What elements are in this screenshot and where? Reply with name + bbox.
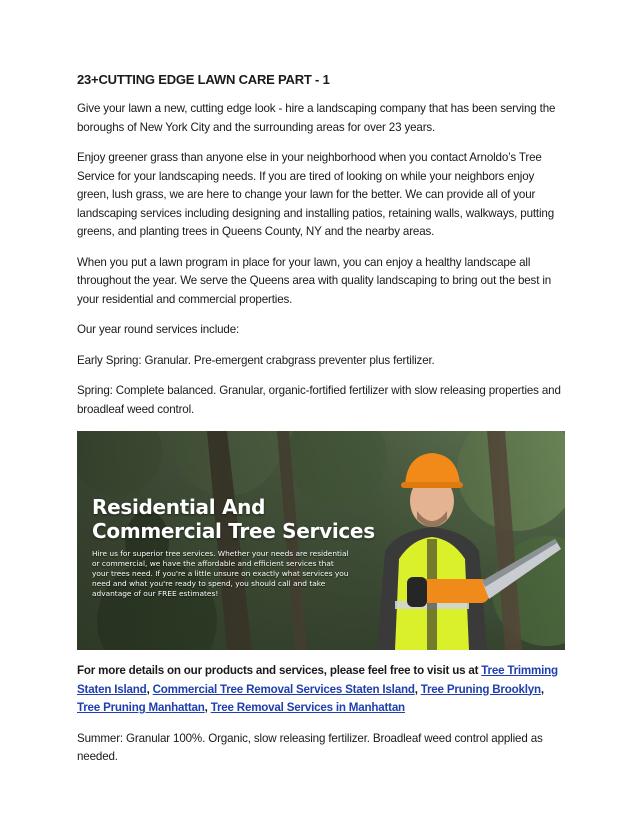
link-separator: , xyxy=(204,701,211,714)
link-tree-pruning-brooklyn[interactable]: Tree Pruning Brooklyn xyxy=(420,682,541,696)
greener-grass-paragraph: Enjoy greener grass than anyone else in your neighborhood when you contact Arnoldo’s Tree Service for your landscaping needs. If you are tired of looking on while your neighbors enjoy green, lush grass, we are here to change your lawn for the better. We can provide all of your landscaping services including designing and installing patios, retaining walls, walkways, putting greens, and planting trees in Queens County, NY and the nearby areas. xyxy=(77,151,555,238)
early-spring-paragraph: Early Spring: Granular. Pre-emergent crabgrass preventer plus fertilizer. xyxy=(77,353,435,367)
summer-paragraph: Summer: Granular 100%. Organic, slow releasing fertilizer. Broadleaf weed control applied as needed. xyxy=(77,731,543,763)
tree-services-banner xyxy=(77,431,565,650)
spring-paragraph: Spring: Complete balanced. Granular, organic-fortified fertilizer with slow releasing properties and broadleaf weed control. xyxy=(77,384,561,416)
banner-body-text: Hire us for superior tree services. Whether your needs are residential or commercial, we have the affordable and efficient services that your trees need. If you're a little unsure on exactly what services you need and what you're ready to spend, you should call and take advantage of our FREE estimates! xyxy=(92,549,349,598)
services-intro-paragraph: Our year round services include: xyxy=(77,323,240,336)
link-separator: , xyxy=(414,682,421,696)
link-separator: , xyxy=(146,682,153,696)
link-tree-trimming-staten-island[interactable]: Tree Trimming Staten Island xyxy=(77,664,558,696)
link-commercial-tree-removal-staten-island[interactable]: Commercial Tree Removal Services Staten Island xyxy=(152,682,415,696)
page-content xyxy=(77,72,565,779)
link-tree-removal-manhattan[interactable]: Tree Removal Services in Manhattan xyxy=(210,701,405,714)
more-details-paragraph xyxy=(77,662,565,718)
banner-heading: Residential And Commercial Tree Services xyxy=(92,495,375,543)
link-separator: , xyxy=(540,682,544,696)
lawn-program-paragraph: When you put a lawn program in place for your lawn, you can enjoy a healthy landscape all throughout the year. We serve the Queens area with quality landscaping to bring out the best in your residential and commercial properties. xyxy=(77,255,552,306)
intro-paragraph: Give your lawn a new, cutting edge look - hire a landscaping company that has been serving the boroughs of New York City and the surrounding areas for over 23 years. xyxy=(77,102,556,134)
page-title: 23+CUTTING EDGE LAWN CARE PART - 1 xyxy=(77,72,330,87)
link-tree-pruning-manhattan[interactable]: Tree Pruning Manhattan xyxy=(77,701,205,714)
more-details-lead: For more details on our products and services, please feel free to visit us at xyxy=(77,664,482,677)
